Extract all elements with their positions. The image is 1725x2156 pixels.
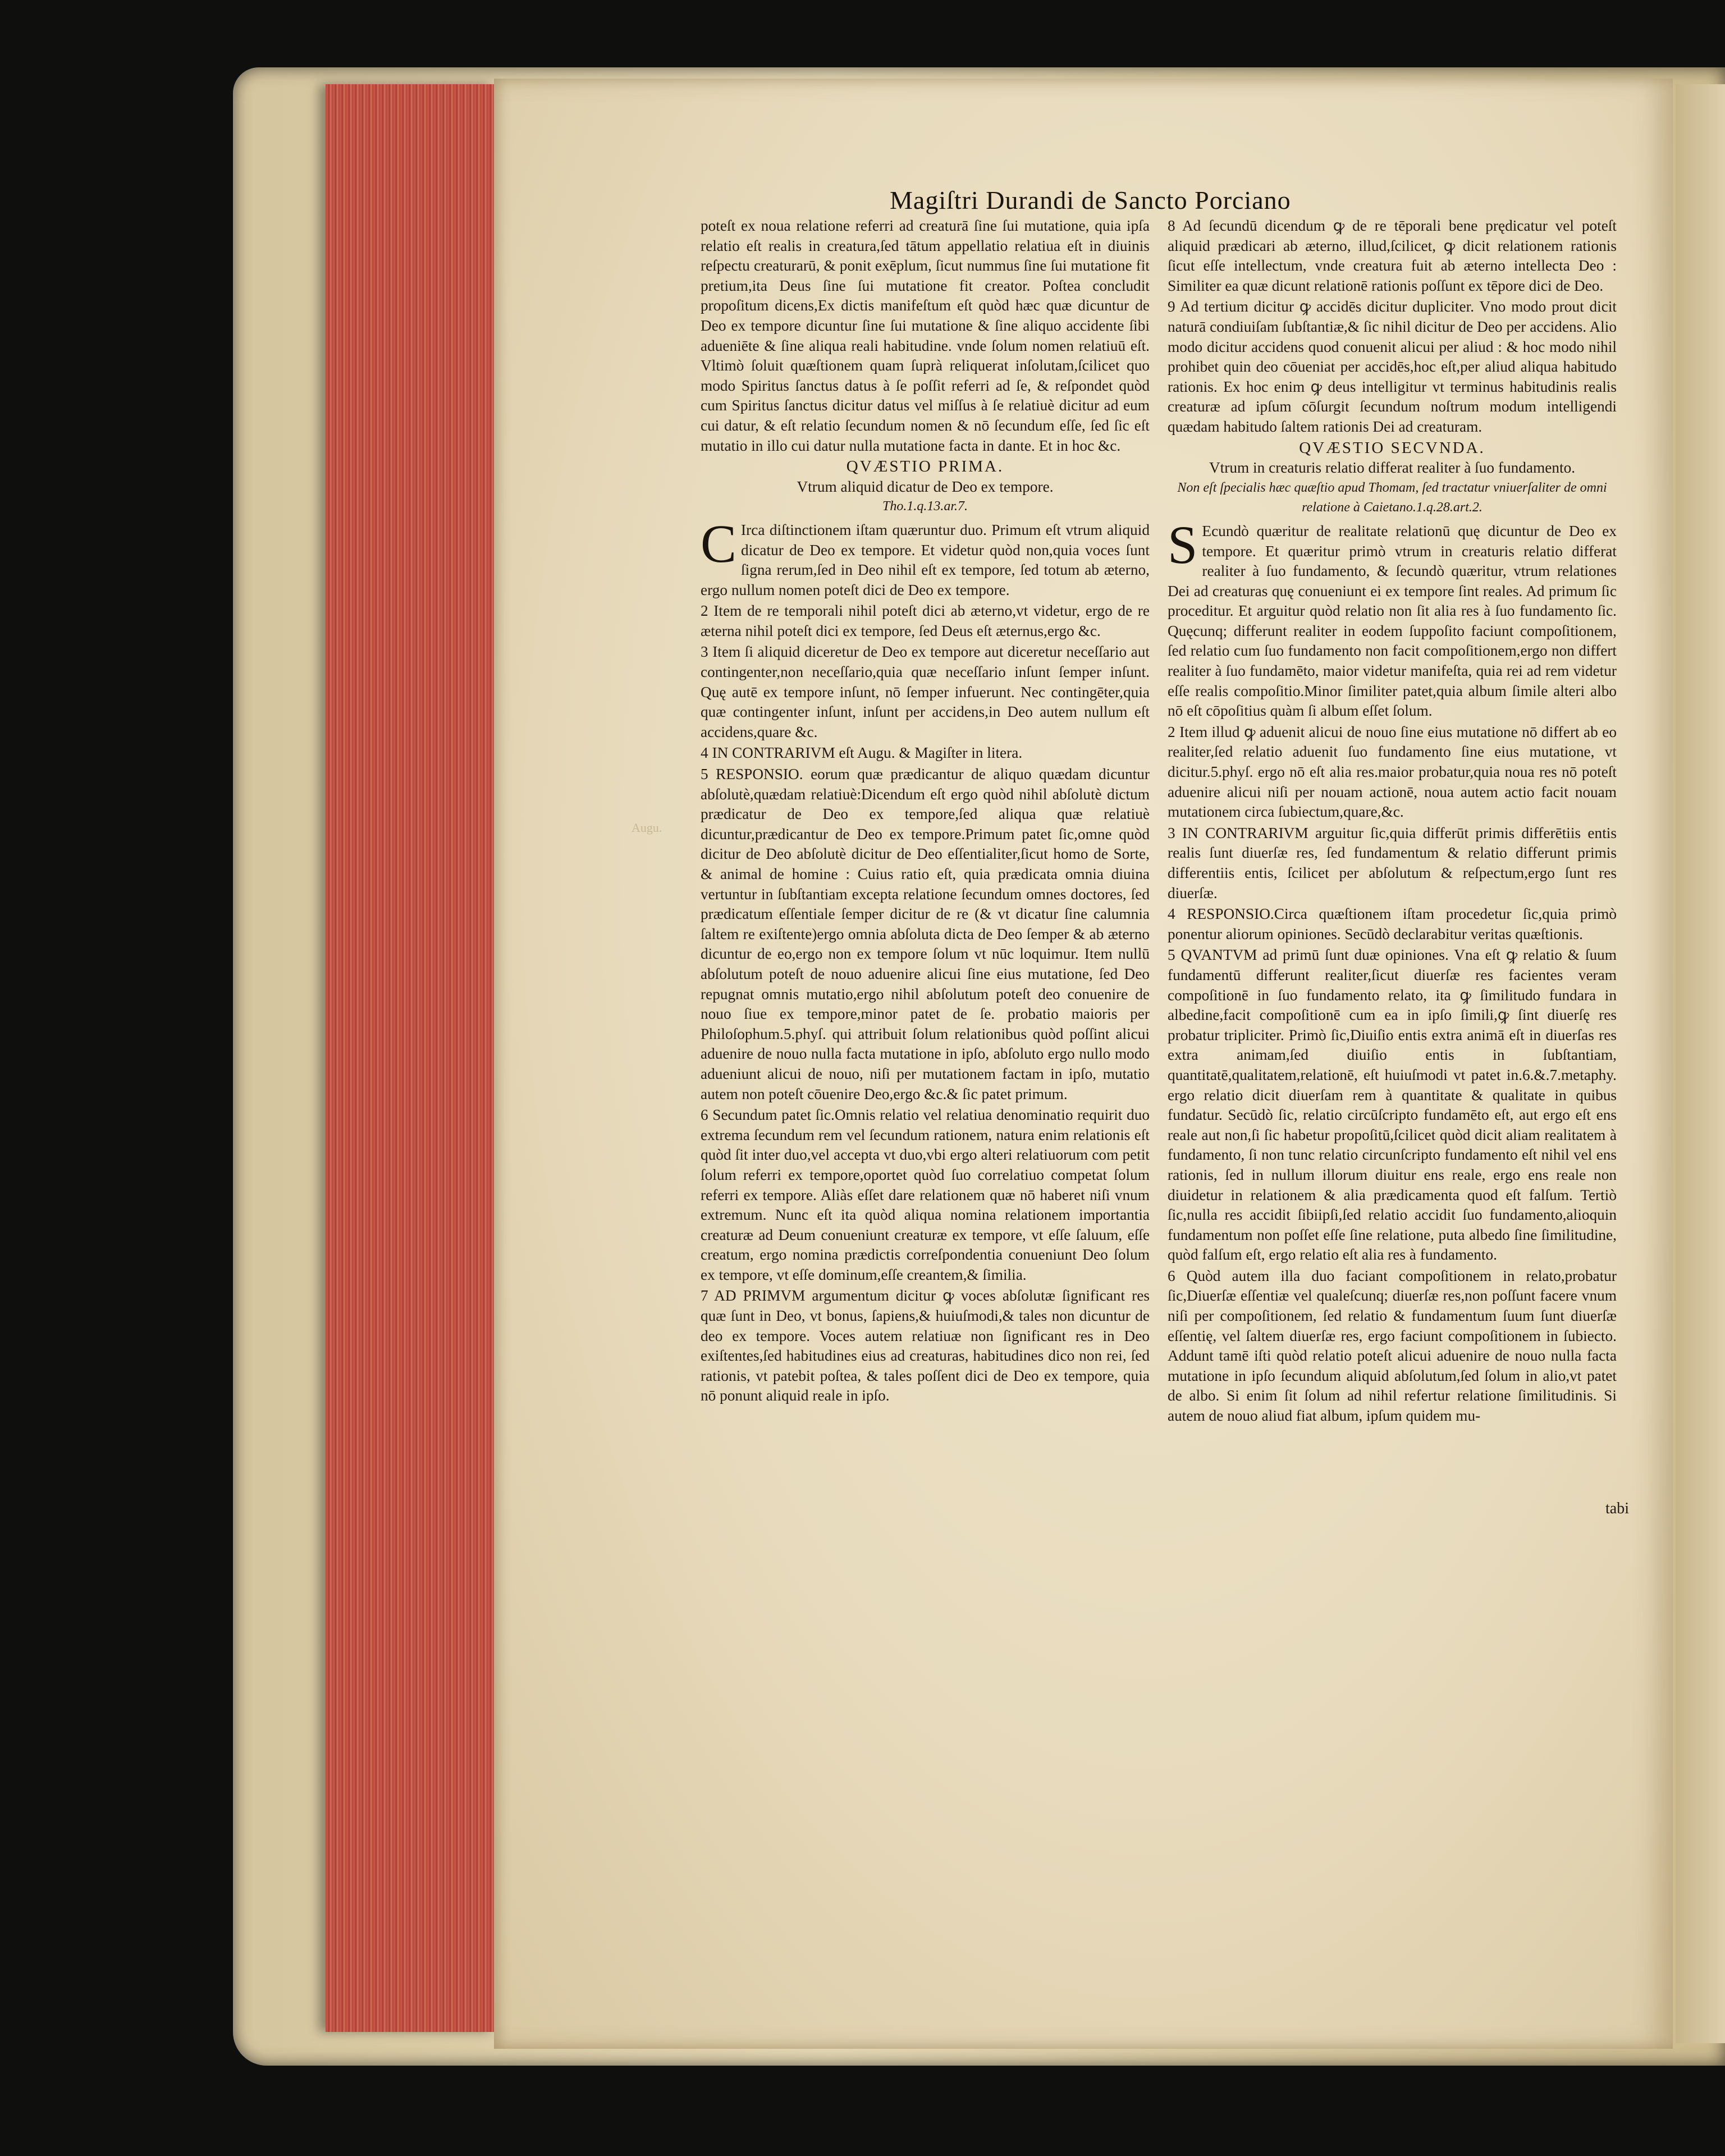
- drop-cap: C: [701, 513, 737, 574]
- q2-paragraph-4: 4 RESPONSIO.Circa quæſtionem iſtam procedetur ſic,quia primò ponentur aliorum opiniones. Secūdò declarabitur veritas quæſtionis.: [1168, 905, 1617, 942]
- right-column: [1168, 216, 1617, 1427]
- paragraph-4: 4 IN CONTRARIVM eſt Augu. & Magiſter in litera.: [701, 744, 1023, 762]
- paragraph-3: 3 Item ſi aliquid diceretur de Deo ex tempore aut diceretur neceſſario aut contingenter,non neceſſario,quia quæ neceſſario inſunt ſemper inſunt. Quę autē ex tempore inſunt, nō ſemper infuerunt. Nec contingēter,quia quæ contingenter inſunt, inſunt per accidens,in Deo autem nullum eſt accidens,quare &c.: [701, 643, 1150, 740]
- paragraph-1: C Irca diſtinctionem iſtam quæruntur duo. Primum eſt vtrum aliquid dicatur de Deo ex tempore. Et videtur quòd non,quia voces ſunt ſigna rerum,ſed in Deo nihil eſt ex tempore, ſed totum ab æterno, ergo nullum nomen poteſt dici de Deo ex tempore.: [701, 513, 1150, 598]
- margin-note: Augu.: [632, 821, 662, 835]
- running-head: Magiſtri Durandi de Sancto Porciano: [890, 186, 1291, 214]
- q2-paragraph-6: 6 Quòd autem illa duo faciant compoſitionem in relato,probatur ſic,Diuerſæ eſſentiæ vel qualeſcunq; diuerſæ res,non poſſunt facere vnum niſi per compoſitionem, ſed relatio & fundamentum ſuum ſunt diuerſæ eſſentię, vel ſaltem diuerſæ res, ergo faciunt compoſitionem in ſubiecto. Addunt tamē iſti quòd relatio poteſt alicui aduenire de nouo nulla facta mutatione in ipſo ſecundum aliquid abſolutum,ſed ſolum in alio,vt patet de albo. Si enim ſit ſolum ad nihil refertur relatione ſimilitudinis. Si autem de nouo aliud fiat album, ipſum quidem mu-: [1168, 1267, 1617, 1425]
- paragraph-5: 5 RESPONSIO. eorum quæ prædicantur de aliquo quædam dicuntur abſolutè,quædam relatiuè:Dicendum eſt ergo quòd nihil abſolutè dictum prædicatur de Deo ex tempore,ſed aliqua quæ relatiuè dicuntur,prædicantur de Deo ex tempore.Primum patet ſic,omne quòd dicitur de Deo abſolutè dicitur de Deo eſſentialiter,ſicut homo de Sorte, & animal de homine : Cuius ratio eſt, quia prædicata omnia diuina vertuntur in ſubſtantiam excepta relatione ſecundum omnes doctores, ſed prædicatum eſſentiale ſemper dicitur de re (& vt dicatur ſine calumnia ſaltem re exiſtente)ergo omnia abſoluta dicta de Deo ſemper & ab æterno dicuntur de eo,ergo non ex tempore ſolum vt nūc loquimur. Item nullū abſolutum poteſt de nouo aduenire alicui ſine eius mutatione, ſed Deo repugnat omnis mutatio,ergo nihil abſolutum poteſt deo conuenire de nouo ſiue ex tempore,minor patet de ſe. probatio maioris per Philoſophum.5.phyſ. qui attribuit ſolum relationibus quòd poſſint alicui aduenire de nouo nulla facta mutatione in ipſo, abſoluto ergo nullo modo adueniunt alicui de nouo, niſi per mutationem factam in ipſo, mutatio autem non poteſt cōuenire Deo,ergo &c.& ſic patet primum.: [701, 766, 1150, 1102]
- left-column: [701, 216, 1150, 1407]
- paragraph-6: 6 Secundum patet ſic.Omnis relatio vel relatiua denominatio requirit duo extrema ſecundum rem vel ſecundum rationem, natura enim relationis eſt quòd ſit inter duo,vel accepta vt duo,vbi ergo alteri relatiuorum com petit ſolum referri ex tempore,oportet quòd ſuo correlatiuo competat ſolum referri ex tempore. Aliàs eſſet dare relationem quæ nō haberet niſi vnum extremum. Nunc eſt ita quòd aliqua nomina relationem importantia creaturæ ad Deum conueniunt creaturæ ex tempore, vt eſſe ſaluum, eſſe creatum, ergo nomina prædictis correſpondentia conueniunt Deo ſolum ex tempore, vt eſſe dominum,eſſe creantem,& ſimilia.: [701, 1106, 1150, 1283]
- question-two-title: QVÆSTIO SECVNDA.: [1299, 438, 1485, 457]
- q2-paragraph-2: 2 Item illud ꝙ aduenit alicui de nouo ſine eius mutatione nō differt ab eo realiter,ſed relatio aduenit ſuo fundamento ſine eius mutatione, vt dicitur.5.phyſ. ergo nō eſt alia res.maior probatur,quia noua res nō poteſt aduenire alicui niſi per nouam actionē, noua autem actio facit nouam mutationem circa ſubiectum,quare,&c.: [1168, 723, 1617, 821]
- opening-paragraph: poteſt ex noua relatione referri ad creaturā ſine ſui mutatione, quia ipſa relatio eſt realis in creatura,ſed tātum appellatio relatiua eſt in diuinis reſpectu creaturarū, & ponit exēplum, ſicut nummus ſine ſui mutatione fit pretium,ita Deus ſine ſui mutatione fit creator. Poſtea concludit propoſitum dicens,Ex dictis manifeſtum eſt quòd hæc quæ dicuntur de Deo ex tempore dicuntur ſine ſui mutatione & ſine aliquo accidente ſibi adueniēte & ſine aliqua reali habitudine. vnde ſolum nomen relatiuū eſt. Vltimò ſoluit quæſtionem quam ſuprà reliquerat inſolutam,ſcilicet quo modo Spiritus ſanctus datus à ſe poſſit referri ad ſe, & reſpondet quòd cum Spiritus ſanctus dicitur datus vel miſſus à ſe relatiuè dicitur ad eum cui datur, & eſt relatio ſecundum nomen & nō ſecundum eſſe, ſed ſic eſt mutatio in illo cui datur nulla mutatione facta in dante. Et in hoc &c.: [701, 217, 1150, 454]
- question-two-citation: Non eſt ſpecialis hæc quæſtio apud Thomam, ſed tractatur vniuerſaliter de omni relatione à Caietano.1.q.28.art.2.: [1177, 480, 1607, 515]
- paragraph-7: 7 AD PRIMVM argumentum dicitur ꝙ voces abſolutæ ſignificant res quæ ſunt in Deo, vt bonus, ſapiens,& huiuſmodi,& tales non dicuntur de deo ex tempore. Voces autem relatiuæ non ſignificant res in Deo exiſtentes,ſed habitudines eius ad creaturas, habitudines dico non rei, ſed rationis, vt patebit poſtea, & tales poſſent dici de Deo ex tempore, quia nō ponunt aliquid reale in ipſo.: [701, 1287, 1150, 1404]
- paragraph-9: 9 Ad tertium dicitur ꝙ accidēs dicitur dupliciter. Vno modo prout dicit naturā condiuiſam ſubſtantiæ,& ſic nihil dicitur de Deo per accidens. Alio modo dicitur accidens quod conuenit alicui per aliud : & hoc modo nihil prohibet quin deo cōueniat per accidēs,hoc eſt,per aliud aliqua habitudo rationis. Ex hoc enim ꝙ deus intelligitur vt terminus habitudinis realis creaturæ ad ipſum cōſurgit ſecundum noſtrum modum intelligendi quædam habitudo ſaltem rationis Dei ad creaturam.: [1168, 298, 1617, 435]
- question-one-subtitle: Vtrum aliquid dicatur de Deo ex tempore.: [797, 478, 1054, 495]
- q2-paragraph-1: S Ecundò quæritur de realitate relationū quę dicuntur de Deo ex tempore. Et quæritur primò vtrum in creaturis relatio differat realiter à ſuo fundamento, & ſecundò quæritur, vtrum relationes Dei ad creaturas quę conueniunt ei ex tempore ſint reales. Ad primum ſic proceditur. Et arguitur quòd relatio non ſit alia res à ſuo fundamento ſic. Quęcunq; differunt realiter in eodem ſuppoſito faciunt compoſitionem, ſed relatio cum ſuo fundamento non facit compoſitionem,ergo non differt realiter à ſuo fundamēto, maior videtur manifeſta, quia rei ad rem videtur eſſe realis compoſitio.Minor ſimiliter patet,quia album ſimile alteri albo nō eſt cōpoſitius quàm ſi album eſſet ſolum.: [1168, 514, 1617, 720]
- paragraph-8: 8 Ad ſecundū dicendum ꝙ de re tēporali bene prędicatur vel poteſt aliquid prædicari ab æterno, illud,ſcilicet, ꝙ dicit relationem rationis ſicut eſſe intellectum, vnde creatura fuit ab æterno intellecta Deo : Similiter ea quæ dicunt relationē rationis poſſunt ex tēpore dici de Deo.: [1168, 217, 1617, 294]
- question-one-title: QVÆSTIO PRIMA.: [846, 457, 1004, 476]
- q2-paragraph-3: 3 IN CONTRARIVM arguitur ſic,quia differūt primis differētiis entis realis ſunt diuerſæ res, ſed fundamentum & relatio differunt primis differentiis entis, ſcilicet per abſolutum & reſpectum,ergo ſunt res diuerſæ.: [1168, 824, 1617, 901]
- q2-paragraph-5: 5 QVANTVM ad primū ſunt duæ opiniones. Vna eſt ꝙ relatio & ſuum fundamentū differunt realiter,ſicut diuerſæ res facientes veram compoſitionē in ſuo fundamento relato, ita ꝙ ſimilitudo fundara in albedine,facit compoſitionē cum ea in ipſo ſimili,ꝙ ſint diuerſę res probatur tripliciter. Primò ſic,Diuiſio entis extra animā eſt in diuerſas res extra animam,ſed diuiſio entis in ſubſtantiam, quantitatē,qualitatem,relationē, eſt huiuſmodi vt patet in.6.&.7.metaphy. ergo relatio dicit diuerſam rem à quantitate & qualitate in quibus fundatur. Secūdò ſic, relatio circūſcripto fundamēto eſt, aut ergo eſt ens reale aut non,ſi ſic habetur propoſitū,ſcilicet quòd dicit aliam realitatem à fundamento, ſi non tunc relatio circunſcripto fundamento eſt nihil vel ens rationis, ſed in nullum illorum diuitur ens reale, ergo ens reale non diuidetur in relationem & alia prædicamenta quod eſt falſum. Tertiò ſic,nulla res accidit ſibiipſi,ſed relatio accidit ſuo fundamento,alioquin fundamentum non poſſet eſſe ſine relatione, puta albedo ſine ſimilitudine, quòd falſum eſt, ergo relatio eſt alia res à fundamento.: [1168, 946, 1617, 1264]
- question-two-subtitle: Vtrum in creaturis relatio differat realiter à ſuo fundamento.: [1209, 459, 1576, 477]
- paragraph-2: 2 Item de re temporali nihil poteſt dici ab æterno,vt videtur, ergo de re æterna nihil poteſt dici ex tempore, ſed Deus eſt æternus,ergo &c.: [701, 602, 1150, 639]
- facing-page-edge: [1676, 84, 1725, 2043]
- red-page-edge: [326, 84, 496, 2032]
- question-one-citation: Tho.1.q.13.ar.7.: [882, 499, 968, 514]
- drop-cap: S: [1168, 514, 1198, 575]
- catchword: tabi: [1605, 1500, 1629, 1517]
